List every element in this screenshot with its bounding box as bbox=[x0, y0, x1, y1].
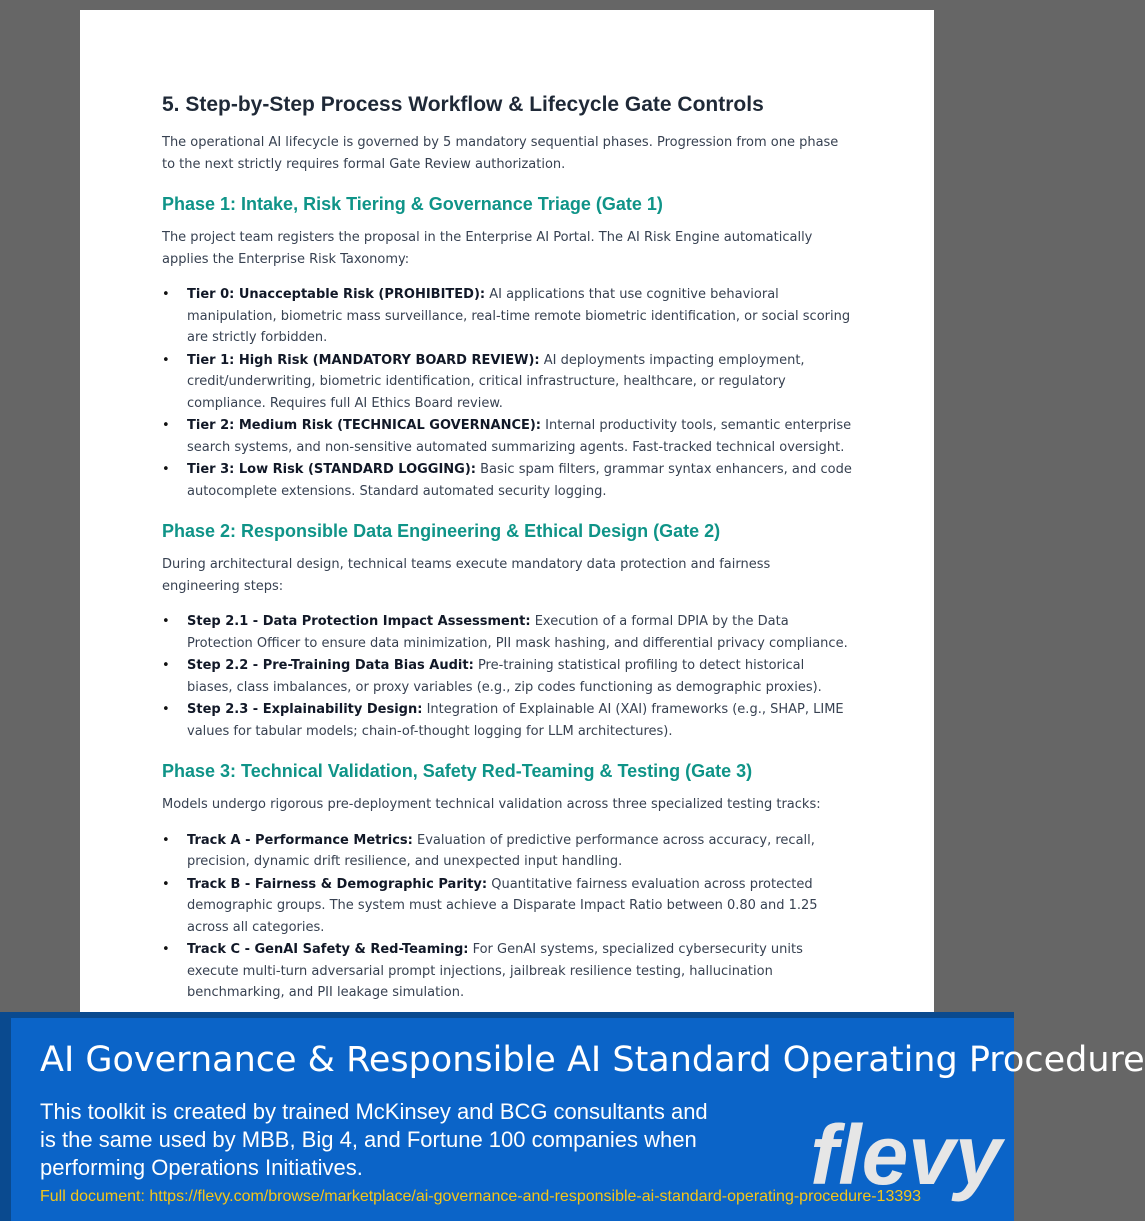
list-item bbox=[162, 415, 852, 458]
item-label: Step 2.3 - Explainability Design: bbox=[187, 702, 423, 717]
bullet-icon: • bbox=[162, 462, 170, 477]
item-text: Basic spam filters, grammar syntax enhancers, and code autocomplete extensions. Standard automated security logging. bbox=[187, 462, 852, 499]
phase-2-intro: During architectural design, technical teams execute mandatory data protection and fairness engineering steps: bbox=[162, 557, 771, 594]
item-text: Pre-training statistical profiling to detect historical biases, class imbalances, or proxy variables (e.g., zip codes functioning as demographic proxies). bbox=[187, 658, 822, 695]
phase-3-title: Phase 3: Technical Validation, Safety Red-Teaming & Testing (Gate 3) bbox=[162, 761, 753, 781]
item-text: Evaluation of predictive performance across accuracy, recall, precision, dynamic drift resilience, and unexpected input handling. bbox=[187, 832, 815, 869]
list-item bbox=[162, 830, 852, 873]
promo-banner bbox=[0, 1012, 1145, 1221]
phase-3-intro: Models undergo rigorous pre-deployment technical validation across three specialized testing tracks: bbox=[162, 797, 821, 812]
item-text: Internal productivity tools, semantic enterprise search systems, and non-sensitive automated summarizing agents. Fast-tracked technical oversight. bbox=[187, 418, 852, 455]
banner-title: AI Governance & Responsible AI Standard Operating Procedure bbox=[40, 1040, 1145, 1080]
list-item bbox=[162, 655, 852, 698]
bullet-icon: • bbox=[162, 614, 170, 629]
item-label: Tier 2: Medium Risk (TECHNICAL GOVERNANCE): bbox=[187, 418, 542, 433]
phase-2-list bbox=[162, 611, 852, 742]
item-text: Quantitative fairness evaluation across protected demographic groups. The system must achieve a Disparate Impact Ratio between 0.80 and 1.25 across all categories. bbox=[187, 876, 818, 935]
phase-1-intro: The project team registers the proposal in the Enterprise AI Portal. The AI Risk Engine automatically applies the Enterprise Risk Taxonomy: bbox=[162, 230, 813, 267]
phase-3-list bbox=[162, 830, 852, 1004]
bullet-icon: • bbox=[162, 832, 170, 848]
document-content bbox=[162, 92, 852, 1005]
bullet-icon: • bbox=[162, 418, 170, 433]
section-intro: The operational AI lifecycle is governed by 5 mandatory sequential phases. Progression from one phase to the next strictly requires formal Gate Review authorization. bbox=[162, 135, 839, 172]
bullet-icon: • bbox=[162, 658, 170, 673]
item-label: Track C - GenAI Safety & Red-Teaming: bbox=[187, 942, 469, 957]
bullet-icon: • bbox=[162, 287, 170, 302]
list-item bbox=[162, 874, 852, 939]
phase-1-title: Phase 1: Intake, Risk Tiering & Governance Triage (Gate 1) bbox=[162, 194, 663, 214]
item-label: Step 2.1 - Data Protection Impact Assessment: bbox=[187, 614, 531, 629]
banner-description: This toolkit is created by trained McKinsey and BCG consultants and is the same used by MBB, Big 4, and Fortune 100 companies when performing Operations Initiatives. bbox=[40, 1099, 708, 1180]
list-item bbox=[162, 939, 852, 1004]
list-item bbox=[162, 350, 852, 415]
item-label: Tier 3: Low Risk (STANDARD LOGGING): bbox=[187, 462, 476, 477]
list-item bbox=[162, 459, 852, 502]
list-item bbox=[162, 284, 852, 349]
item-label: Track B - Fairness & Demographic Parity: bbox=[187, 876, 488, 892]
bullet-icon: • bbox=[162, 352, 170, 368]
logo-text: flevy bbox=[810, 1108, 1002, 1202]
promo-banner-panel bbox=[11, 1018, 1145, 1221]
item-text: Integration of Explainable AI (XAI) frameworks (e.g., SHAP, LIME values for tabular models; chain-of-thought logging for LLM architectures). bbox=[187, 702, 844, 739]
list-item bbox=[162, 699, 852, 742]
bullet-icon: • bbox=[162, 702, 170, 717]
section-title: 5. Step-by-Step Process Workflow & Lifecycle Gate Controls bbox=[162, 93, 764, 116]
item-text: AI applications that use cognitive behavioral manipulation, biometric mass surveillance, real-time remote biometric identification, or social scoring are strictly forbidden. bbox=[187, 287, 851, 345]
bullet-icon: • bbox=[162, 876, 170, 892]
item-text: For GenAI systems, specialized cybersecurity units execute multi-turn adversarial prompt injections, jailbreak resilience testing, hallucination benchmarking, and PII leakage simulation. bbox=[187, 942, 803, 1000]
item-text: AI deployments impacting employment, credit/underwriting, biometric identification, critical infrastructure, healthcare, or regulatory compliance. Requires full AI Ethics Board review. bbox=[187, 352, 805, 411]
document-page bbox=[80, 10, 934, 1014]
phase-1-list bbox=[162, 284, 852, 502]
item-label: Tier 1: High Risk (MANDATORY BOARD REVIEW): bbox=[187, 352, 540, 368]
item-label: Step 2.2 - Pre-Training Data Bias Audit: bbox=[187, 658, 474, 673]
item-label: Tier 0: Unacceptable Risk (PROHIBITED): bbox=[187, 287, 486, 302]
item-label: Track A - Performance Metrics: bbox=[187, 832, 413, 848]
list-item bbox=[162, 611, 852, 654]
full-document-link[interactable]: Full document: https://flevy.com/browse/marketplace/ai-governance-and-responsible-ai-standard-operating-procedure-13393 bbox=[40, 1188, 922, 1205]
phase-2-title: Phase 2: Responsible Data Engineering & Ethical Design (Gate 2) bbox=[162, 521, 721, 541]
item-text: Execution of a formal DPIA by the Data Protection Officer to ensure data minimization, PII mask hashing, and differential privacy compliance. bbox=[187, 614, 848, 651]
bullet-icon: • bbox=[162, 942, 170, 957]
